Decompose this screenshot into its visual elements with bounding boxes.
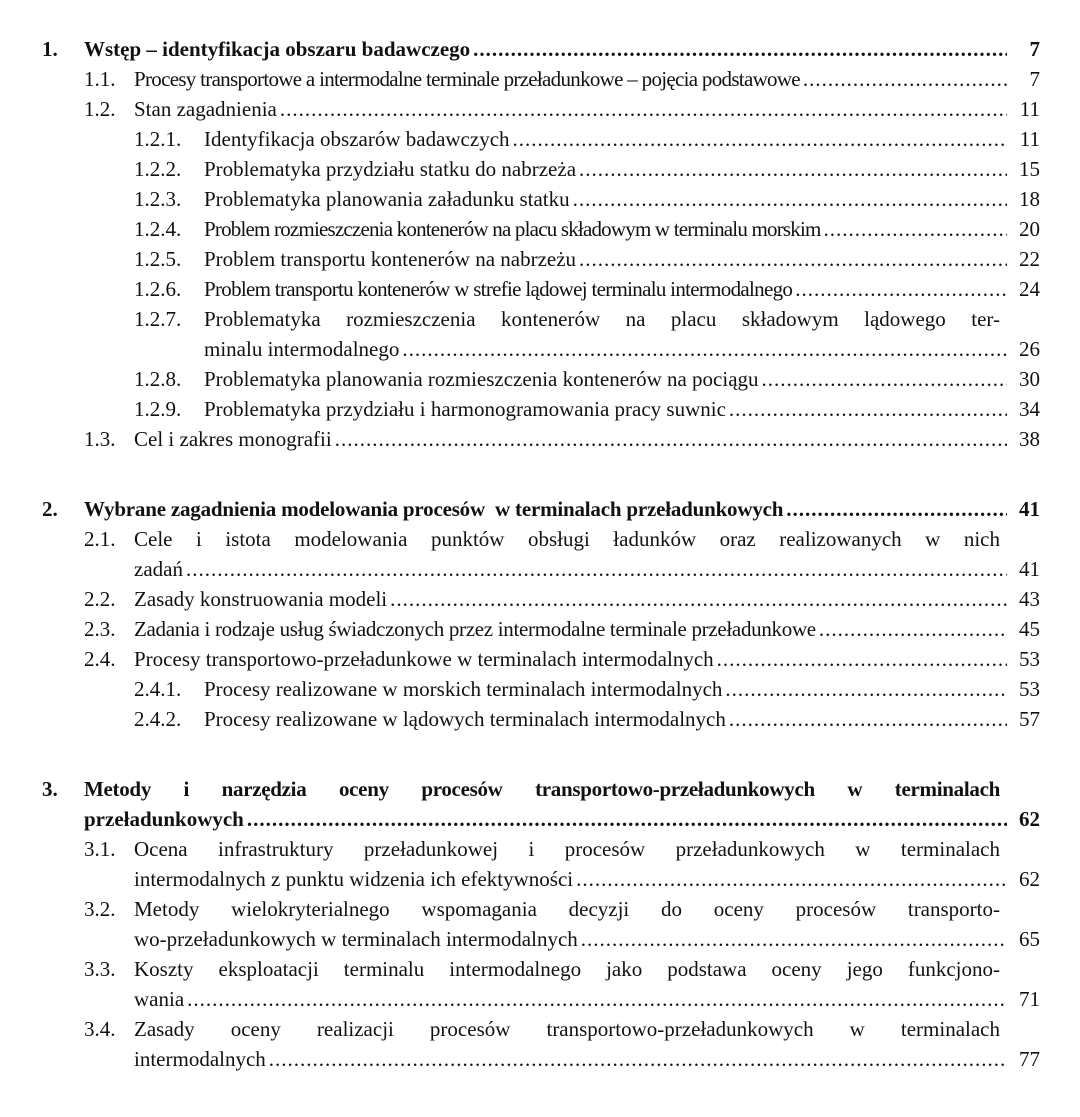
entry-number: 1.2.4. (134, 217, 182, 241)
section-2-2-entry[interactable] (84, 584, 1040, 614)
page-number: 62 (1019, 807, 1040, 831)
entry-number: 2.4.1. (134, 677, 182, 701)
entry-title-line-2: wania (134, 987, 185, 1011)
entry-title: Problematyka planowania załadunku statku (204, 187, 570, 211)
page-number: 7 (1029, 37, 1040, 61)
entry-number: 2.3. (84, 617, 116, 641)
section-1-2-5-entry[interactable] (134, 244, 1040, 274)
entry-title-line-2: wo-przeładunkowych w terminalach intermodalnych (134, 927, 578, 951)
entry-title: Wybrane zagadnienia modelowania procesów w terminalach przeładunkowych (84, 497, 784, 521)
entry-number: 1.2.7. (134, 307, 182, 331)
section-2-1-continuation[interactable] (134, 554, 1040, 584)
dot-leader (824, 214, 1007, 244)
entry-title: Identyfikacja obszarów badawczych (204, 127, 510, 151)
entry-title: Procesy transportowo-przeładunkowe w terminalach intermodalnych (134, 647, 714, 671)
entry-title-line-2: przeładunkowych (84, 807, 244, 831)
entry-title-line-1: Metody wielokryterialnego wspomagania decyzji do oceny procesów transporto- (134, 897, 1000, 921)
page-number: 41 (1019, 497, 1040, 521)
entry-number: 3.1. (84, 837, 116, 861)
section-1-2-7-continuation[interactable] (204, 334, 1040, 364)
page-number: 43 (1019, 587, 1040, 611)
entry-number: 2.2. (84, 587, 116, 611)
section-1-2-2-entry[interactable] (134, 154, 1040, 184)
entry-title-line-2: intermodalnych z punktu widzenia ich efektywności (134, 867, 574, 891)
section-1-2-1-entry[interactable] (134, 124, 1040, 154)
section-1-2-3-entry[interactable] (134, 184, 1040, 214)
entry-number: 1.1. (84, 67, 116, 91)
page-number: 62 (1019, 867, 1040, 891)
dot-leader (335, 424, 1007, 454)
page-number: 45 (1019, 617, 1040, 641)
dot-leader (729, 394, 1007, 424)
entry-title-line-2: zadań (134, 557, 183, 581)
entry-number: 2. (42, 497, 58, 521)
page-number: 22 (1019, 247, 1040, 271)
dot-leader (819, 614, 1007, 644)
section-1-2-6-entry[interactable] (134, 274, 1040, 304)
dot-leader (473, 34, 1007, 64)
section-1-2-4-entry[interactable] (134, 214, 1040, 244)
section-2-4-2-entry[interactable] (134, 704, 1040, 734)
dot-leader (390, 584, 1007, 614)
dot-leader (581, 924, 1007, 954)
page-number: 7 (1029, 67, 1040, 91)
dot-leader (573, 184, 1007, 214)
page-number: 77 (1019, 1047, 1040, 1071)
entry-title: Procesy transportowe a intermodalne terminale przeładunkowe – pojęcia podstawowe (134, 67, 800, 91)
entry-title: Procesy realizowane w morskich terminalach intermodalnych (204, 677, 723, 701)
entry-title-line-1: Metody i narzędzia oceny procesów transportowo-przeładunkowych w terminalach (84, 777, 1000, 801)
section-1-3-entry[interactable] (84, 424, 1040, 454)
page-number: 41 (1019, 557, 1040, 581)
page-number: 15 (1019, 157, 1040, 181)
dot-leader (576, 864, 1007, 894)
page-number: 71 (1019, 987, 1040, 1011)
dot-leader (762, 364, 1007, 394)
entry-number: 1.2.1. (134, 127, 182, 151)
entry-title: Problematyka przydziału statku do nabrzeża (204, 157, 577, 181)
section-3-3-continuation[interactable] (134, 984, 1040, 1014)
entry-number: 2.1. (84, 527, 116, 551)
entry-title-line-2: intermodalnych (134, 1047, 266, 1071)
section-1-2-9-entry[interactable] (134, 394, 1040, 424)
section-2-3-entry[interactable] (84, 614, 1040, 644)
dot-leader (725, 674, 1007, 704)
entry-number: 1.2.3. (134, 187, 182, 211)
page-number: 11 (1019, 97, 1040, 121)
entry-number: 2.4. (84, 647, 116, 671)
entry-number: 3.4. (84, 1017, 116, 1041)
entry-number: 3.2. (84, 897, 116, 921)
entry-number: 2.4.2. (134, 707, 182, 731)
dot-leader (513, 124, 1007, 154)
dot-leader (186, 554, 1007, 584)
entry-number: 1.2.5. (134, 247, 182, 271)
dot-leader (803, 64, 1007, 94)
section-1-2-7-entry[interactable] (134, 304, 1000, 334)
entry-title: Problem transportu kontenerów w strefie lądowej terminalu intermodalnego (204, 277, 793, 301)
entry-title: Wstęp – identyfikacja obszaru badawczego (84, 37, 471, 61)
page-number: 26 (1019, 337, 1040, 361)
section-3-4-continuation[interactable] (134, 1044, 1040, 1074)
dot-leader (269, 1044, 1007, 1074)
entry-title: Problem rozmieszczenia kontenerów na placu składowym w terminalu morskim (204, 217, 821, 241)
section-3-1-entry[interactable] (84, 834, 1000, 864)
entry-title: Stan zagadnienia (134, 97, 277, 121)
entry-number: 3. (42, 777, 58, 801)
section-3-2-continuation[interactable] (134, 924, 1040, 954)
page-number: 11 (1019, 127, 1040, 151)
entry-number: 1.2. (84, 97, 116, 121)
section-3-1-continuation[interactable] (134, 864, 1040, 894)
entry-title: Zadania i rodzaje usług świadczonych przez intermodalne terminale przeładunkowe (134, 617, 816, 641)
entry-number: 3.3. (84, 957, 116, 981)
entry-title: Zasady konstruowania modeli (134, 587, 388, 611)
entry-title-line-1: Koszty eksploatacji terminalu intermodalnego jako podstawa oceny jego funkcjono- (134, 957, 1000, 981)
entry-number: 1.2.6. (134, 277, 182, 301)
entry-number: 1.2.8. (134, 367, 182, 391)
dot-leader (717, 644, 1007, 674)
section-3-2-entry[interactable] (84, 894, 1000, 924)
entry-title-line-1: Ocena infrastruktury przeładunkowej i procesów przeładunkowych w terminalach (134, 837, 1000, 861)
entry-title-line-1: Zasady oceny realizacji procesów transportowo-przeładunkowych w terminalach (134, 1017, 1000, 1041)
page-number: 34 (1019, 397, 1040, 421)
dot-leader (729, 704, 1007, 734)
entry-number: 1.2.9. (134, 397, 182, 421)
section-1-1-entry[interactable] (84, 64, 1040, 94)
page-number: 57 (1019, 707, 1040, 731)
chapter-3-entry[interactable] (42, 774, 1000, 804)
section-3-3-entry[interactable] (84, 954, 1000, 984)
section-1-2-entry[interactable] (84, 94, 1040, 124)
page-number: 38 (1019, 427, 1040, 451)
page-number: 53 (1019, 677, 1040, 701)
dot-leader (786, 494, 1007, 524)
dot-leader (579, 154, 1007, 184)
entry-title: Problem transportu kontenerów na nabrzeżu (204, 247, 577, 271)
chapter-1-entry[interactable] (42, 34, 1040, 64)
section-2-4-1-entry[interactable] (134, 674, 1040, 704)
entry-title-line-2: minalu intermodalnego (204, 337, 400, 361)
entry-title-line-1: Cele i istota modelowania punktów obsługi ładunków oraz realizowanych w nich (134, 527, 1000, 551)
dot-leader (280, 94, 1007, 124)
page-number: 65 (1019, 927, 1040, 951)
page-number: 18 (1019, 187, 1040, 211)
entry-title: Problematyka przydziału i harmonogramowania pracy suwnic (204, 397, 726, 421)
page-number: 53 (1019, 647, 1040, 671)
dot-leader (247, 804, 1007, 834)
page-number: 30 (1019, 367, 1040, 391)
entry-title-line-1: Problematyka rozmieszczenia kontenerów na placu składowym lądowego ter- (204, 307, 1000, 331)
chapter-3-continuation[interactable] (84, 804, 1040, 834)
entry-number: 1. (42, 37, 58, 61)
section-2-4-entry[interactable] (84, 644, 1040, 674)
entry-title: Cel i zakres monografii (134, 427, 332, 451)
dot-leader (402, 334, 1007, 364)
entry-title: Problematyka planowania rozmieszczenia kontenerów na pociągu (204, 367, 759, 391)
dot-leader (579, 244, 1007, 274)
dot-leader (795, 274, 1007, 304)
entry-title: Procesy realizowane w lądowych terminalach intermodalnych (204, 707, 726, 731)
section-1-2-8-entry[interactable] (134, 364, 1040, 394)
section-2-1-entry[interactable] (84, 524, 1000, 554)
entry-number: 1.2.2. (134, 157, 182, 181)
dot-leader (187, 984, 1007, 1014)
page-number: 24 (1019, 277, 1040, 301)
chapter-2-entry[interactable] (42, 494, 1040, 524)
page-number: 20 (1019, 217, 1040, 241)
entry-number: 1.3. (84, 427, 116, 451)
section-3-4-entry[interactable] (84, 1014, 1000, 1044)
